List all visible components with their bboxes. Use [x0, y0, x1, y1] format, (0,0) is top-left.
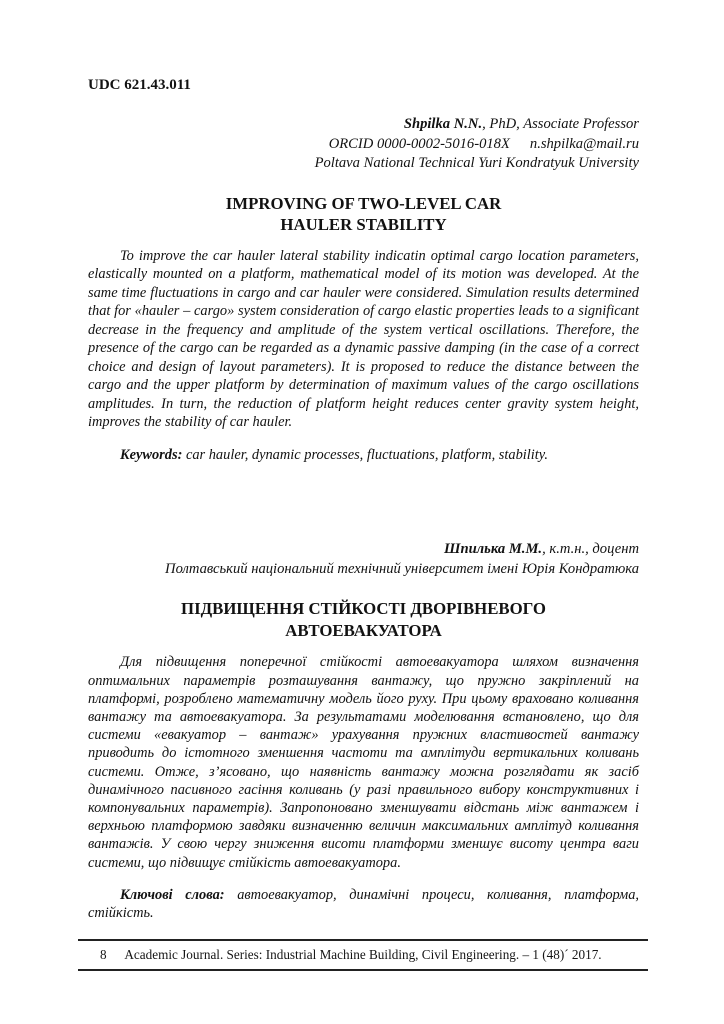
- keywords-text-ua: автоевакуатор, динамічні процеси, коливання, платформа, стійкість.: [88, 887, 639, 922]
- article-title-en-line2: HAULER STABILITY: [280, 215, 447, 234]
- orcid-line: [88, 135, 639, 155]
- page-number: 8: [100, 947, 107, 962]
- paper-content: [88, 0, 639, 937]
- author-line-en: [88, 115, 639, 135]
- keywords-label-en: Keywords:: [120, 446, 183, 463]
- orcid-id: ORCID 0000-0002-5016-018X: [328, 135, 510, 152]
- keywords-label-ua: Ключові слова:: [120, 887, 225, 904]
- abstract-ua: Для підвищення поперечної стійкості автоевакуатора шляхом визначення оптимальних параметрів розташування вантажу, що пружно закріплений на платформі, розроблено математичну модель його руху. При цьому враховано коливання вантажу та автоевакуатора. За результатами моделювання встановлено, що для системи «евакуатор – вантаж» урахування пружних властивостей вантажу приводить до істотного зменшення частоти та амплітуди вертикальних коливань системи. Отже, з’ясовано, що наявність вантажу можна розглядати як засіб динамічного пасивного гасіння коливань (у разі правильного вибору конструктивних і компонувальних параметрів). Запропоновано зменшувати відстань між вантажем і верхньою платформою завдяки визначенню величин максимальних амплітуд коливання вантажів. У свою чергу зниження висоти платформи зменшує висоту центра ваги системи, що підвищує стійкість автоевакуатора.: [88, 654, 639, 871]
- section-ukrainian: [88, 540, 639, 922]
- journal-title-line: Academic Journal. Series: Industrial Machine Building, Civil Engineering. – 1 (48)´ 2017.: [124, 947, 602, 962]
- page-footer: [78, 939, 648, 971]
- author-email: n.shpilka@mail.ru: [529, 135, 639, 152]
- article-title-ua-line2: АВТОЕВАКУАТОРА: [285, 620, 442, 640]
- author-block-en: [88, 115, 639, 174]
- author-degrees-en: , PhD, Associate Professor: [482, 116, 639, 132]
- keywords-ua: [88, 886, 639, 922]
- abstract-en: To improve the car hauler lateral stability indicatin optimal cargo location parameters, elastically mounted on a platform, mathematical model of its motion was developed. At the same time fluctuations in cargo and car hauler were considered. Simulation results determined that for «hauler – cargo» system consideration of cargo elastic properties leads to a significant decrease in the frequency and amplitude of the system vertical oscillations. Therefore, the presence of the cargo can be regarded as a dynamic passive damping (in the case of a correct choice and design of layout parameters). It is proposed to reduce the distance between the cargo and the upper platform by determination of maximum values of the cargo oscillations amplitudes. In turn, the reduction of platform height reduces center gravity system height, improves the stability of car hauler.: [88, 247, 639, 430]
- article-title-ua-line1: ПІДВИЩЕННЯ СТІЙКОСТІ ДВОРІВНЕВОГО: [181, 599, 546, 619]
- article-title-en: [88, 193, 639, 236]
- author-degrees-ua: , к.т.н., доцент: [542, 541, 639, 558]
- keywords-text-en: car hauler, dynamic processes, fluctuations, platform, stability.: [182, 446, 548, 463]
- article-title-en-line1: IMPROVING OF TWO-LEVEL CAR: [225, 193, 502, 213]
- udc-code: UDC 621.43.011: [88, 77, 191, 93]
- author-name-ua: Шпилька М.М.: [444, 541, 543, 558]
- affiliation-ua: Полтавський національний технічний університет імені Юрія Кондратюка: [165, 560, 639, 577]
- keywords-en: [88, 446, 639, 465]
- article-title-ua: [88, 598, 639, 641]
- author-name-en: Shpilka N.N.: [403, 116, 483, 132]
- affiliation-en: Poltava National Technical Yuri Kondratyuk University: [314, 155, 639, 171]
- author-block-ua: [88, 540, 639, 579]
- author-line-ua: [88, 540, 639, 560]
